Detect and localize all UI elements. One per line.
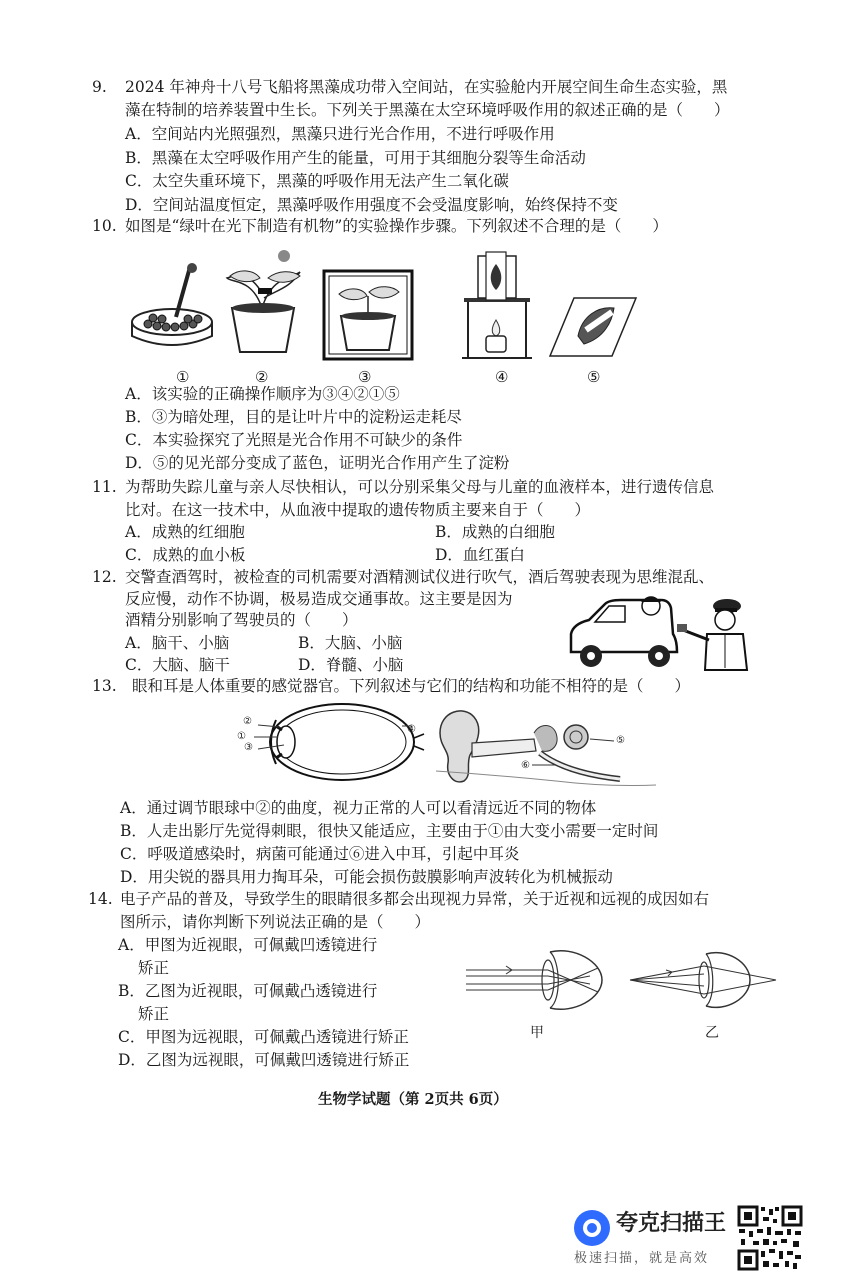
- q13-stem: 眼和耳是人体重要的感觉器官。下列叙述与它们的结构和功能不相符的是（ ）: [132, 677, 691, 695]
- q9-option-b: B．黑藻在太空呼吸作用产生的能量，可用于其细胞分裂等生命活动: [125, 149, 586, 167]
- q14-myopia-diagram: [466, 946, 616, 1016]
- q14-stem-line2: 图所示，请你判断下列说法正确的是（ ）: [120, 913, 431, 931]
- q10-label-3: ③: [358, 368, 372, 386]
- q9-stem-line2: 藻在特制的培养装置中生长。下列关于黑藻在太空环境呼吸作用的叙述正确的是（ ）: [125, 101, 730, 119]
- q11-stem-line1: 为帮助失踪儿童与亲人尽快相认，可以分别采集父母与儿童的血液样本，进行遗传信息: [125, 478, 715, 496]
- q10-label-5: ⑤: [587, 368, 601, 386]
- q14-option-b-line1: B．乙图为近视眼，可佩戴凸透镜进行: [118, 982, 378, 1000]
- q11-number: 11.: [92, 478, 117, 496]
- q13-eye-label-3: ③: [244, 742, 253, 753]
- q13-option-c: C．呼吸道感染时，病菌可能通过⑥进入中耳，引起中耳炎: [120, 845, 520, 863]
- q13-option-b: B．人走出影厅先觉得刺眼，很快又能适应，主要由于①由大变小需要一定时间: [120, 822, 659, 840]
- q13-eye-label-2: ②: [243, 716, 252, 727]
- q14-option-a-line1: A．甲图为近视眼，可佩戴凹透镜进行: [118, 936, 378, 954]
- q9-number: 9.: [92, 78, 107, 96]
- q10-number: 10.: [92, 217, 117, 235]
- q12-option-a: A．脑干、小脑: [125, 634, 230, 652]
- q10-step5-leaf-figure: [548, 296, 638, 358]
- q9-option-d: D．空间站温度恒定，黑藻呼吸作用强度不会受温度影响，始终保持不变: [125, 196, 618, 214]
- q10-step4-water-bath-figure: [458, 250, 538, 362]
- q9-option-a: A．空间站内光照强烈，黑藻只进行光合作用，不进行呼吸作用: [125, 125, 555, 143]
- q13-ear-label-6: ⑥: [521, 760, 530, 771]
- q12-stem-line1: 交警查酒驾时，被检查的司机需要对酒精测试仪进行吹气，酒后驾驶表现为思维混乱、: [125, 568, 715, 586]
- q14-number: 14.: [88, 890, 113, 908]
- q10-step1-dish-figure: [128, 262, 223, 352]
- q14-option-c: C．甲图为远视眼，可佩戴凸透镜进行矫正: [118, 1028, 409, 1046]
- q13-number: 13.: [92, 677, 117, 695]
- q10-option-d: D．⑤的见光部分变成了蓝色，证明光合作用产生了淀粉: [125, 454, 510, 472]
- q14-hyperopia-diagram: [626, 946, 781, 1016]
- q12-option-d: D．脊髓、小脑: [298, 656, 404, 674]
- q12-police-car-figure: [565, 590, 755, 672]
- q11-stem-line2: 比对。在这一技术中，从血液中提取的遗传物质主要来自于（ ）: [125, 501, 591, 519]
- q14-label-yi: 乙: [705, 1025, 719, 1041]
- q9-option-c: C．太空失重环境下，黑藻的呼吸作用无法产生二氧化碳: [125, 172, 509, 190]
- q13-option-d: D．用尖锐的器具用力掏耳朵，可能会损伤鼓膜影响声波转化为机械振动: [120, 868, 613, 886]
- q14-option-b-line2: 矫正: [138, 1005, 170, 1023]
- q14-label-jia: 甲: [530, 1025, 544, 1041]
- q13-eye-diagram: [232, 700, 427, 785]
- watermark-brand: 夸克扫描王: [616, 1211, 727, 1236]
- q14-option-a-line2: 矫正: [138, 959, 170, 977]
- q10-step2-plant-figure: [222, 248, 307, 358]
- q10-step3-dark-box-figure: [323, 270, 415, 362]
- q10-label-4: ④: [495, 368, 509, 386]
- q11-option-c: C．成熟的血小板: [125, 546, 246, 564]
- q10-stem: 如图是“绿叶在光下制造有机物”的实验操作步骤。下列叙述不合理的是（ ）: [125, 217, 668, 235]
- watermark-slogan: 极速扫描，就是高效: [574, 1251, 710, 1266]
- q11-option-a: A．成熟的红细胞: [125, 523, 245, 541]
- q13-eye-label-1: ①: [237, 731, 246, 742]
- q14-option-d: D．乙图为远视眼，可佩戴凹透镜进行矫正: [118, 1051, 410, 1069]
- q12-option-b: B．大脑、小脑: [298, 634, 403, 652]
- q10-label-2: ②: [255, 368, 269, 386]
- q11-option-d: D．血红蛋白: [435, 546, 525, 564]
- qr-code-icon: [737, 1205, 803, 1271]
- q11-option-b: B．成熟的白细胞: [435, 523, 555, 541]
- q12-stem-line2: 反应慢，动作不协调，极易造成交通事故。这主要是因为: [125, 590, 513, 608]
- page-footer: 生物学试题（第 2页共 6页）: [318, 1091, 508, 1108]
- q12-stem-line3: 酒精分别影响了驾驶员的（ ）: [125, 611, 358, 629]
- q10-option-c: C．本实验探究了光照是光合作用不可缺少的条件: [125, 431, 463, 449]
- q14-stem-line1: 电子产品的普及，导致学生的眼睛很多都会出现视力异常，关于近视和远视的成因如右: [120, 890, 710, 908]
- q12-number: 12.: [92, 568, 117, 586]
- q9-stem-line1: 2024 年神舟十八号飞船将黑藻成功带入空间站，在实验舱内开展空间生命生态实验，黑: [125, 78, 728, 96]
- q13-option-a: A．通过调节眼球中②的曲度，视力正常的人可以看清远近不同的物体: [120, 799, 597, 817]
- q12-option-c: C．大脑、脑干: [125, 656, 230, 674]
- q10-option-a: A．该实验的正确操作顺序为③④②①⑤: [125, 385, 400, 403]
- q13-ear-label-5: ⑤: [616, 735, 625, 746]
- quark-logo-icon: [572, 1208, 614, 1250]
- q10-label-1: ①: [176, 368, 190, 386]
- q10-option-b: B．③为暗处理，目的是让叶片中的淀粉运走耗尽: [125, 408, 462, 426]
- q13-eye-label-4: ④: [407, 724, 416, 735]
